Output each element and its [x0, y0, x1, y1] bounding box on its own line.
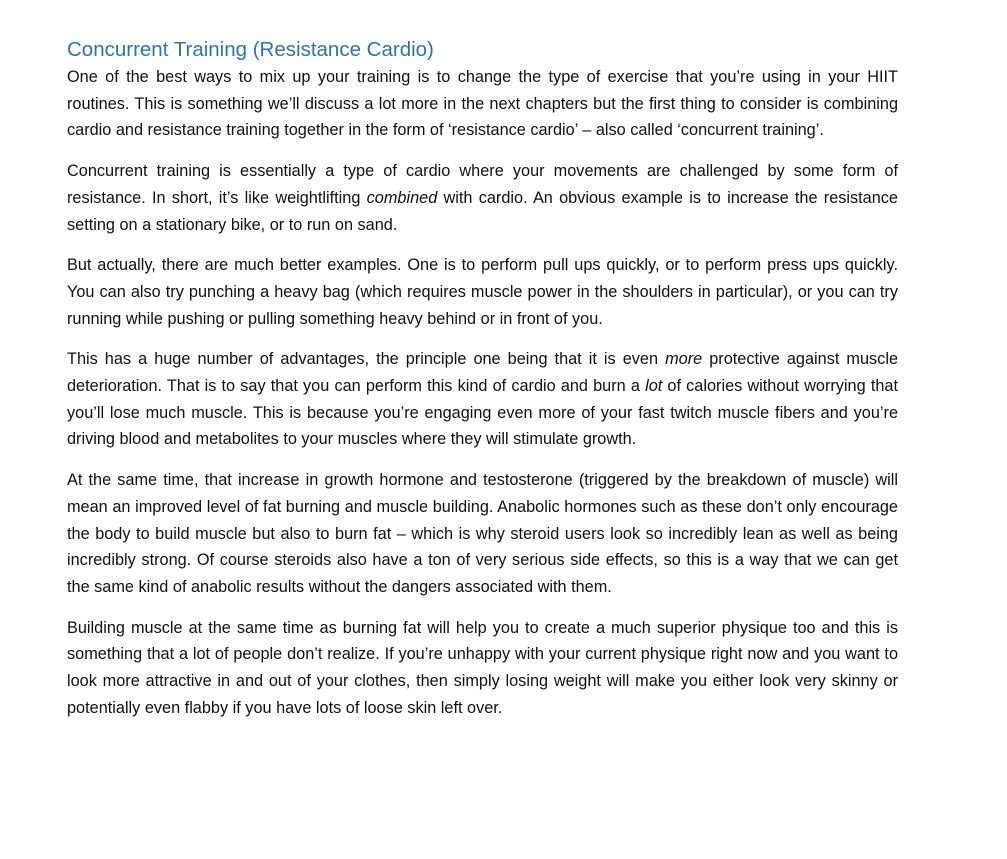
paragraph-4-text-b: protective against muscle deterioration. That is to say that you can perform this kind of cardio and burn a [67, 350, 898, 396]
paragraph-4-text-c: of calories without worrying that you’ll lose much muscle. This is because you’re engaging even more of your fast twitch muscle fibers and you’re driving blood and metabolites to your muscles where they will stimulate growth. [67, 377, 898, 449]
paragraph-6: Building muscle at the same time as burning fat will help you to create a much superior physique too and this is something that a lot of people don’t realize. If you’re unhappy with your current physique right now and you want to look more attractive in and out of your clothes, then simply losing weight will make you either look very skinny or potentially even flabby if you have lots of loose skin left over. [67, 618, 898, 717]
document-page [67, 36, 898, 721]
paragraph-4-emphasis-1: more [665, 350, 703, 369]
paragraph-5: At the same time, that increase in growth hormone and testosterone (triggered by the breakdown of muscle) will mean an improved level of fat burning and muscle building. Anabolic hormones such as these don’t only encourage the body to build muscle but also to burn fat – which is why steroid users look so incredibly lean as well as being incredibly strong. Of course steroids also have a ton of very serious side effects, so this is a way that we can get the same kind of anabolic results without the dangers associated with them. [67, 471, 898, 596]
paragraph-2-emphasis: combined [366, 188, 438, 207]
paragraph-4-emphasis-2: lot [645, 377, 663, 396]
paragraph-2-text-a: Concurrent training is essentially a type of cardio where your movements are challenged by some form of resistance. In short, it’s like weightlifting [67, 162, 898, 207]
section-heading: Concurrent Training (Resistance Cardio) [67, 38, 434, 61]
paragraph-3: But actually, there are much better examples. One is to perform pull ups quickly, or to perform press ups quickly. You can also try punching a heavy bag (which requires muscle power in the shoulders in particular), or you can try running while pushing or pulling something heavy behind or in front of you. [67, 256, 898, 328]
paragraph-2 [67, 158, 898, 238]
paragraph-1: One of the best ways to mix up your training is to change the type of exercise that you’re using in your HIIT routines. This is something we’ll discuss a lot more in the next chapters but the first thing to consider is combining cardio and resistance training together in the form of ‘resistance cardio’ – also called ‘concurrent training’. [67, 68, 898, 140]
paragraph-4-text-a: This has a huge number of advantages, the principle one being that it is even [67, 350, 666, 369]
paragraph-4 [67, 346, 898, 453]
paragraph-2-text-b: with cardio. An obvious example is to increase the resistance setting on a stationary bike, or to run on sand. [67, 188, 898, 234]
